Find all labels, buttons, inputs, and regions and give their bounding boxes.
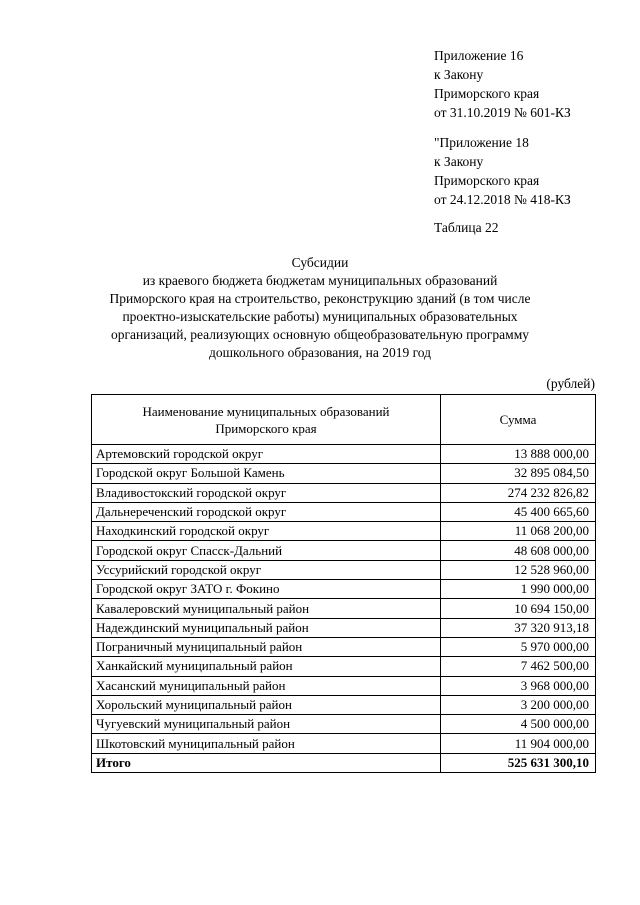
table-row xyxy=(92,715,596,734)
municipality-name: Уссурийский городской округ xyxy=(92,560,441,579)
title-line: организаций, реализующих основную общеобразовательную программу xyxy=(111,327,529,342)
title-line: Приморского края на строительство, реконструкцию зданий (в том числе xyxy=(109,291,531,306)
total-label: Итого xyxy=(92,753,441,772)
table-row xyxy=(92,541,596,560)
municipality-name: Дальнереченский городской округ xyxy=(92,502,441,521)
municipality-name: Городской округ Спасск-Дальний xyxy=(92,541,441,560)
amount: 32 895 084,50 xyxy=(441,464,596,483)
table-row xyxy=(92,695,596,714)
municipality-name: Артемовский городской округ xyxy=(92,445,441,464)
table-row xyxy=(92,657,596,676)
amount: 11 068 200,00 xyxy=(441,522,596,541)
total-row xyxy=(92,753,596,772)
municipality-name: Хорольский муниципальный район xyxy=(92,695,441,714)
title-line: из краевого бюджета бюджетам муниципальных образований xyxy=(142,273,498,288)
units-label: (рублей) xyxy=(546,376,595,391)
appendix-current-line: Приложение 16 xyxy=(434,48,524,63)
municipality-name: Пограничный муниципальный район xyxy=(92,637,441,656)
appendix-original-header xyxy=(434,133,571,209)
appendix-current-line: Приморского края xyxy=(434,86,540,101)
amount: 3 200 000,00 xyxy=(441,695,596,714)
table-number: Таблица 22 xyxy=(434,220,499,235)
municipality-name: Шкотовский муниципальный район xyxy=(92,734,441,753)
municipality-name: Кавалеровский муниципальный район xyxy=(92,599,441,618)
table-row xyxy=(92,734,596,753)
title-line: дошкольного образования, на 2019 год xyxy=(208,345,431,360)
amount: 1 990 000,00 xyxy=(441,580,596,599)
amount: 3 968 000,00 xyxy=(441,676,596,695)
municipality-name: Городской округ Большой Камень xyxy=(92,464,441,483)
table-row xyxy=(92,676,596,695)
table-row xyxy=(92,637,596,656)
table-row xyxy=(92,464,596,483)
header-sum: Сумма xyxy=(441,395,596,445)
amount: 5 970 000,00 xyxy=(441,637,596,656)
amount: 45 400 665,60 xyxy=(441,502,596,521)
table-row xyxy=(92,599,596,618)
total-amount: 525 631 300,10 xyxy=(441,753,596,772)
header-name xyxy=(92,395,441,445)
table-row xyxy=(92,560,596,579)
appendix-original-line: Приморского края xyxy=(434,173,540,188)
table-row xyxy=(92,502,596,521)
subsidies-table xyxy=(91,394,596,773)
document-title xyxy=(60,254,580,362)
appendix-current-header xyxy=(434,46,571,122)
table-row xyxy=(92,445,596,464)
municipality-name: Чугуевский муниципальный район xyxy=(92,715,441,734)
table-row xyxy=(92,618,596,637)
title-line: проектно-изыскательские работы) муниципальных образовательных xyxy=(122,309,518,324)
municipality-name: Надеждинский муниципальный район xyxy=(92,618,441,637)
title-line: Субсидии xyxy=(291,255,349,270)
appendix-original-line: к Закону xyxy=(434,154,484,169)
amount: 12 528 960,00 xyxy=(441,560,596,579)
header-name-line: Приморского края xyxy=(215,420,317,436)
table-header-row xyxy=(92,395,596,445)
appendix-original-line: от 24.12.2018 № 418-КЗ xyxy=(434,192,571,207)
amount: 7 462 500,00 xyxy=(441,657,596,676)
table-row xyxy=(92,483,596,502)
appendix-original-line: "Приложение 18 xyxy=(434,135,529,150)
municipality-name: Находкинский городской округ xyxy=(92,522,441,541)
amount: 274 232 826,82 xyxy=(441,483,596,502)
appendix-current-line: от 31.10.2019 № 601-КЗ xyxy=(434,105,571,120)
table-row xyxy=(92,522,596,541)
header-name-line: Наименование муниципальных образований xyxy=(142,403,390,419)
amount: 10 694 150,00 xyxy=(441,599,596,618)
amount: 13 888 000,00 xyxy=(441,445,596,464)
municipality-name: Городской округ ЗАТО г. Фокино xyxy=(92,580,441,599)
amount: 11 904 000,00 xyxy=(441,734,596,753)
municipality-name: Владивостокский городской округ xyxy=(92,483,441,502)
appendix-current-line: к Закону xyxy=(434,67,484,82)
amount: 4 500 000,00 xyxy=(441,715,596,734)
table-row xyxy=(92,580,596,599)
municipality-name: Хасанский муниципальный район xyxy=(92,676,441,695)
amount: 48 608 000,00 xyxy=(441,541,596,560)
amount: 37 320 913,18 xyxy=(441,618,596,637)
municipality-name: Ханкайский муниципальный район xyxy=(92,657,441,676)
